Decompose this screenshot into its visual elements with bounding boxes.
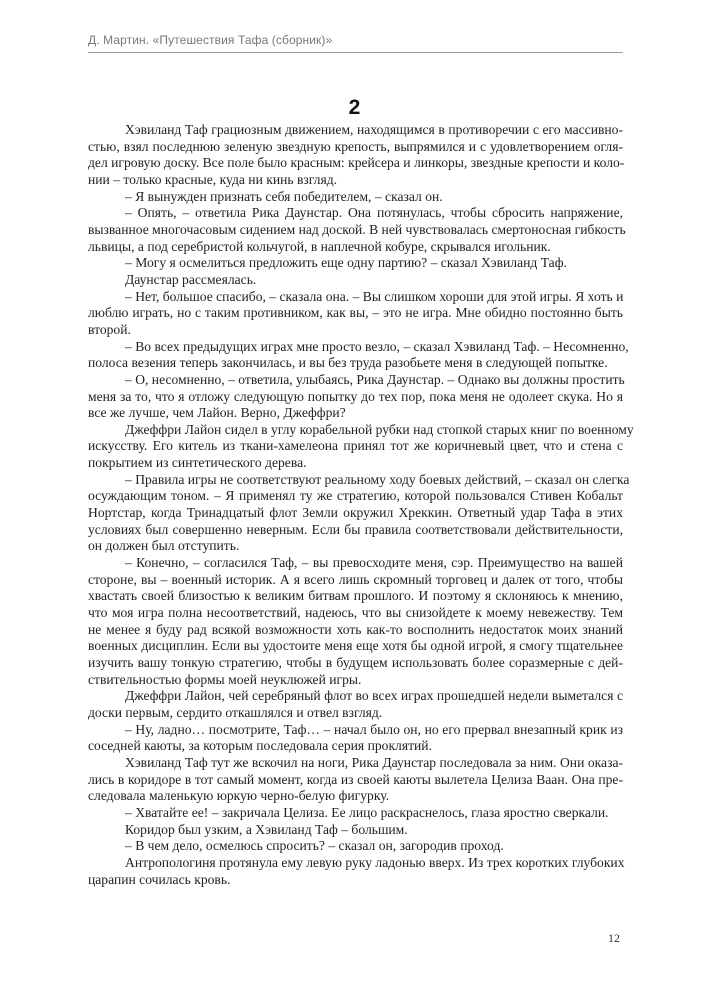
text-line: осуждающим тоном. – Я применял ту же стратегию, которой пользовался Стивен Кобальт — [88, 488, 623, 504]
text-line: Антропологиня протянула ему левую руку ладонью вверх. Из трех коротких глубоких — [125, 854, 625, 870]
text-line: Даунстар рассмеялась. — [125, 271, 257, 287]
text-line: нии – только красные, куда ни кинь взгляд. — [88, 171, 338, 187]
text-line: военных дисциплин. Если вы удостоите меня еще хотя бы одной игрой, я смогу тщательнее — [88, 638, 623, 654]
paragraph — [88, 838, 623, 855]
text-line: все же лучше, чем Лайон. Верно, Джеффри? — [88, 405, 346, 421]
text-line: дел игровую доску. Все поле было красным: крейсера и линкоры, звездные крепости и коло- — [88, 155, 625, 171]
paragraph — [88, 372, 623, 422]
paragraph — [88, 555, 623, 688]
paragraph — [88, 255, 623, 272]
text-line: – Нет, большое спасибо, – сказала она. – Вы слишком хороши для этой игры. Я хоть и — [125, 288, 624, 304]
text-line: условиях был совершенно неверным. Если бы правила соответствовали действительности, — [88, 521, 623, 537]
text-line: – Могу я осмелиться предложить еще одну партию? – сказал Хэвиланд Таф. — [125, 255, 567, 271]
paragraph — [88, 189, 623, 206]
text-line: – Я вынужден признать себя победителем, – сказал он. — [125, 188, 443, 204]
paragraph — [88, 421, 634, 472]
text-line: – Во всех предыдущих играх мне просто везло, – сказал Хэвиланд Таф. – Несомненно, — [125, 338, 629, 354]
paragraph — [88, 822, 623, 839]
text-line: – О, несомненно, – ответила, улыбаясь, Рика Даунстар. – Однако вы должны простить — [125, 371, 625, 387]
text-line: искусству. Его китель из ткани-хамелеона принял тот же коричневый цвет, что и стена с — [88, 438, 623, 454]
paragraph — [88, 688, 623, 721]
text-line: Джеффри Лайон, чей серебряный флот во всех играх прошедшей недели выметался с — [125, 688, 623, 704]
text-line: – Конечно, – согласился Таф, – вы превосходите меня, сэр. Преимущество на вашей — [125, 555, 623, 571]
text-line: – Ну, ладно… посмотрите, Таф… – начал было он, но его прервал внезапный крик из — [125, 721, 623, 737]
text-line: – В чем дело, осмелюсь спросить? – сказал он, загородив проход. — [125, 838, 504, 854]
text-line: люблю играть, но с таким противником, как вы, – это не игра. Мне обидно постоянно быть — [88, 305, 623, 321]
text-line: – Правила игры не соответствуют реальному ходу боевых действий, – сказал он слегка — [125, 471, 630, 487]
text-line: Нортстар, когда Тринадцатый флот Земли окружил Хреккин. Ответный удар Тафа в этих — [88, 505, 623, 521]
text-line: не менее я буду рад всякой возможности хоть как-то восполнить недостаток моих знаний — [88, 621, 623, 637]
body-text — [88, 122, 634, 888]
text-line: соседней каюты, за которым последовала серия проклятий. — [88, 738, 432, 754]
header-rule — [88, 52, 623, 53]
text-line: доски первым, сердито откашлялся и отвел взгляд. — [88, 704, 383, 720]
text-line: изучить вашу тонкую стратегию, чтобы в будущем использовать более соразмерные с дей- — [88, 655, 623, 670]
text-line: меня за то, что я отложу следующую попытку до тех пор, пока меня не одолеет скука. Но я — [88, 388, 623, 404]
text-line: Коридор был узким, а Хэвиланд Таф – большим. — [125, 821, 408, 837]
paragraph — [88, 122, 623, 189]
text-line: покрытием из синтетического дерева. — [88, 455, 307, 471]
text-line: что моя игра полна несоответствий, надеюсь, что вы снизойдете к моему невежеству. Тем — [88, 605, 623, 621]
text-line: – Опять, – ответила Рика Даунстар. Она потянулась, чтобы сбросить напряжение, — [125, 205, 623, 221]
text-line: львицы, а под серебристой кольчугой, в наплечной кобуре, скрывался игольник. — [88, 238, 551, 254]
text-line: вызванное многочасовым сидением над доской. В ней чувствовалась смертоносная гибкость — [88, 221, 626, 237]
paragraph — [88, 471, 630, 555]
text-line: он должен был отступить. — [88, 538, 240, 554]
text-line: следовала маленькую юркую черно-белую фигурку. — [88, 788, 390, 804]
text-line: Хэвиланд Таф тут же вскочил на ноги, Рика Даунстар последовала за ним. Они оказа- — [125, 754, 623, 770]
text-line: хвастать своей близостью к великим битвам прошлого. И поэтому я склоняюсь к мнению, — [88, 588, 623, 604]
text-line: ствительностью формы моей неуклюжей игры. — [88, 671, 362, 687]
paragraph — [88, 289, 623, 339]
paragraph — [88, 805, 623, 822]
text-line: стью, взял последнюю зеленую звездную крепость, выпрямился и с удовлетворением огля- — [88, 138, 623, 154]
paragraph — [88, 338, 629, 372]
text-line: второй. — [88, 321, 131, 337]
paragraph — [88, 272, 623, 289]
text-line: – Хватайте ее! – закричала Целиза. Ее лицо раскраснелось, глаза яростно сверкали. — [125, 804, 609, 820]
paragraph — [88, 855, 623, 888]
text-line: стороне, вы – военный историк. А я всего лишь скромный торговец и далек от того, чтобы — [88, 571, 623, 587]
paragraph — [88, 755, 623, 805]
text-line: полоса везения теперь закончилась, и вы без труда разобьете меня в следующей попытке. — [88, 355, 608, 371]
running-header: Д. Мартин. «Путешествия Тафа (сборник)» — [88, 33, 333, 47]
text-line: Хэвиланд Таф грациозным движением, находящимся в противоречии с его массивно- — [125, 122, 623, 137]
paragraph — [88, 205, 626, 255]
text-line: лись в коридоре в тот самый момент, когда из своей каюты вылетела Целиза Ваан. Она пре- — [88, 771, 623, 787]
paragraph — [88, 722, 623, 755]
text-line: царапин сочилась кровь. — [88, 871, 231, 887]
chapter-number: 2 — [348, 96, 361, 119]
page-number: 12 — [608, 931, 620, 945]
text-line: Джеффри Лайон сидел в углу корабельной рубки над стопкой старых книг по военному — [125, 421, 634, 437]
